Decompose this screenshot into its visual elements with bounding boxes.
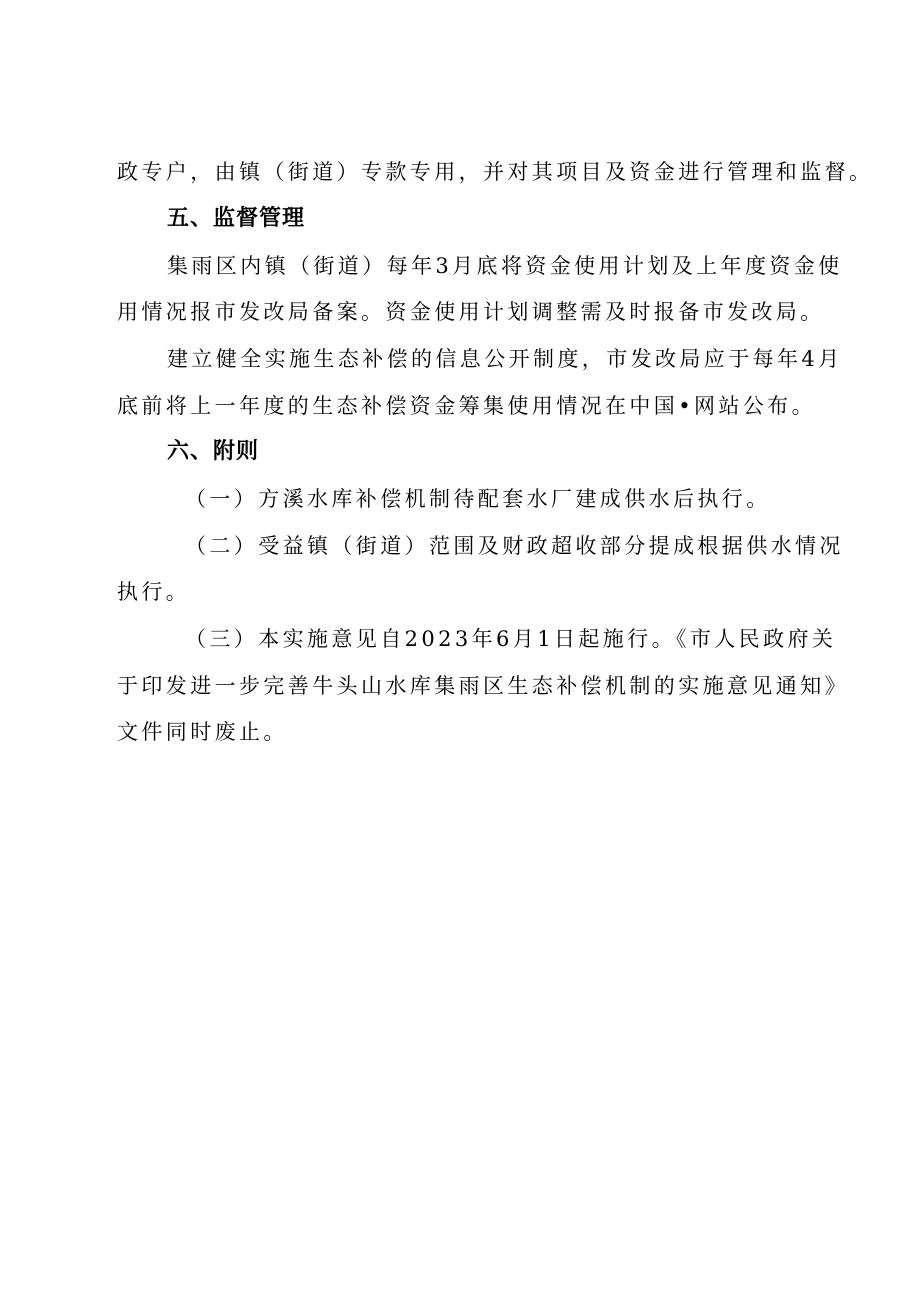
section-heading-supplementary: 六、附则 xyxy=(167,439,260,464)
section-heading-supervision: 五、监督管理 xyxy=(167,206,306,231)
clause-line: （一）方溪水库补偿机制待配套水厂建成供水后执行。 xyxy=(185,487,771,511)
paragraph-line: 建立健全实施生态补偿的信息公开制度，市发改局应于每年4月 xyxy=(167,347,843,371)
clause-line: （三）本实施意见自2023年6月1日起施行。《市人民政府关 xyxy=(185,627,837,651)
clause-line: 于印发进一步完善牛头山水库集雨区生态补偿机制的实施意见通知》 xyxy=(117,674,849,698)
paragraph-line: 政专户，由镇（街道）专款专用，并对其项目及资金进行管理和监督。 xyxy=(117,160,874,184)
clause-line: 执行。 xyxy=(117,580,191,604)
paragraph-line: 用情况报市发改局备案。资金使用计划调整需及时报备市发改局。 xyxy=(117,300,825,324)
paragraph-line: 集雨区内镇（街道）每年3月底将资金使用计划及上年度资金使 xyxy=(167,254,843,278)
clause-line: （二）受益镇（街道）范围及财政超收部分提成根据供水情况 xyxy=(185,534,844,558)
clause-line: 文件同时废止。 xyxy=(117,720,288,744)
paragraph-line: 底前将上一年度的生态补偿资金筹集使用情况在中国•网站公布。 xyxy=(117,394,816,418)
